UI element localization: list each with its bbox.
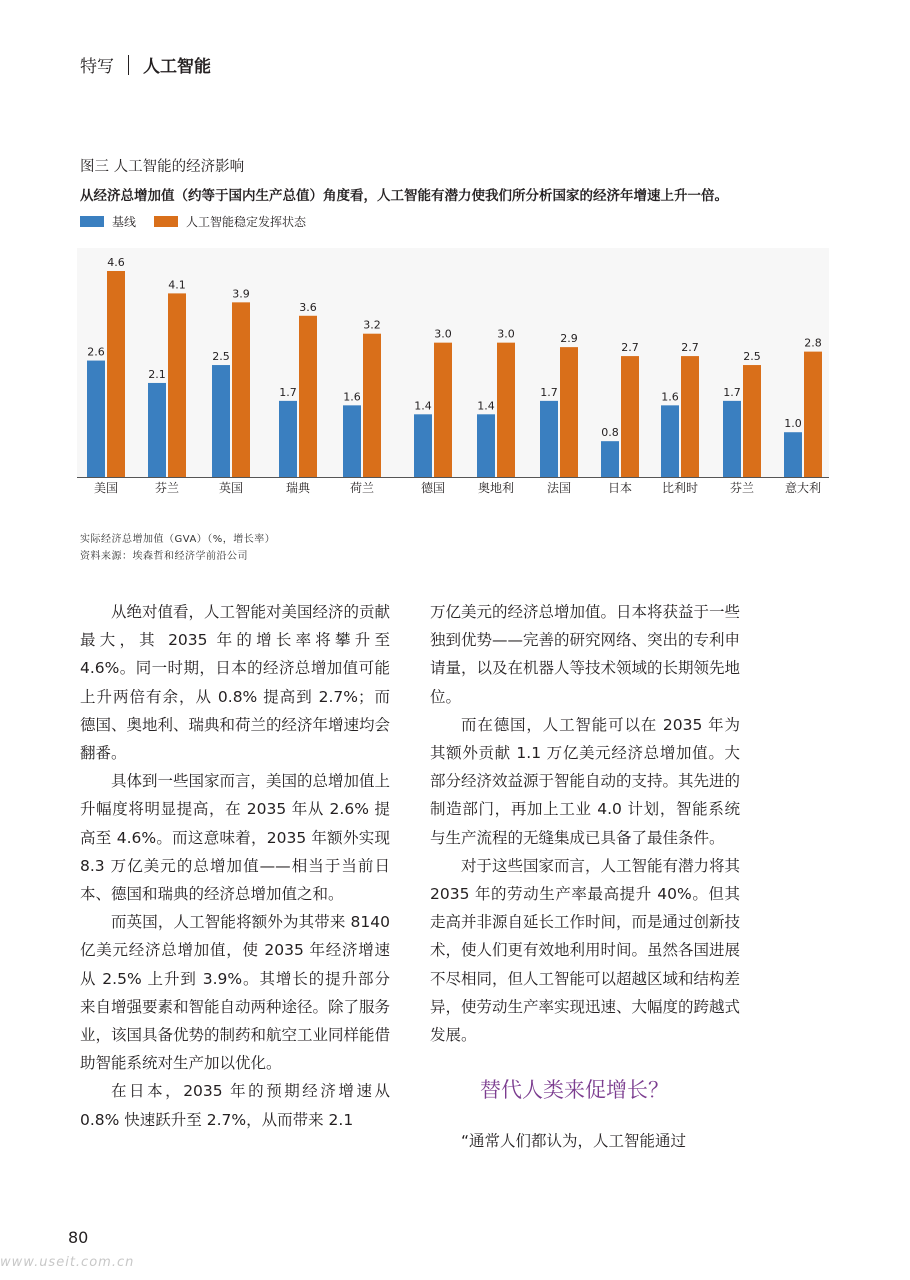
data-label: 2.8 [804, 336, 822, 350]
bar-baseline [212, 365, 230, 477]
category-label: 英国 [218, 481, 244, 495]
bar-baseline [784, 432, 802, 477]
bar-baseline [661, 405, 679, 477]
category-label: 美国 [93, 481, 119, 495]
data-label: 2.5 [212, 350, 230, 364]
category-label: 芬兰 [154, 481, 180, 495]
bar-ai [743, 365, 761, 477]
data-label: 1.4 [414, 399, 432, 413]
paragraph: 在日本，2035 年的预期经济增速从 0.8% 快速跃升至 2.7%，从而带来 2.1 [80, 1082, 390, 1129]
bar-ai [299, 316, 317, 477]
chart-note: 实际经济总增加值（GVA）（%，增长率） [80, 534, 276, 545]
chart-source: 资料来源：埃森哲和经济学前沿公司 [80, 551, 248, 562]
data-label: 2.7 [621, 341, 639, 355]
bar-ai [804, 352, 822, 477]
bar-ai [497, 343, 515, 477]
bar-ai [560, 347, 578, 477]
data-label: 1.6 [343, 390, 361, 404]
bar-ai [434, 343, 452, 477]
data-label: 2.6 [87, 345, 105, 359]
page-number: 80 [68, 1228, 89, 1247]
data-label: 1.7 [723, 385, 741, 399]
bar-ai [168, 293, 186, 477]
header-topic: 人工智能 [143, 57, 211, 77]
bar-baseline [148, 383, 166, 477]
bar-ai [363, 334, 381, 477]
category-label: 瑞典 [285, 481, 311, 495]
bar-chart [0, 0, 910, 500]
section-heading: 替代人类来促增长？ [480, 1078, 669, 1103]
figure-title: 图三 人工智能的经济影响 [80, 159, 245, 175]
data-label: 3.9 [232, 287, 250, 301]
paragraph: 具体到一些国家而言，美国的总增加值上升幅度将明显提高，在 2035 年从 2.6% 提高至 4.6%。而这意味着，2035 年额外实现 8.3 万亿美元的总增加值——相当于当前日本、德国和瑞典的经济总增加值之和。 [80, 772, 391, 904]
paragraph-continued: 万亿美元的经济总增加值。日本将获益于一些独到优势——完善的研究网络、突出的专利申请量，以及在机器人等技术领域的长期领先地位。 [430, 603, 741, 706]
legend-label-baseline: 基线 [112, 215, 137, 229]
article-column-right [430, 598, 740, 1155]
data-label: 2.5 [743, 350, 761, 364]
bar-baseline [477, 414, 495, 477]
data-label: 2.1 [148, 367, 166, 381]
bar-baseline [540, 401, 558, 477]
paragraph: 从绝对值看，人工智能对美国经济的贡献最大，其 2035 年的增长率将攀升至 4.6%。同一时期，日本的经济总增加值可能上升两倍有余，从 0.8% 提高到 2.7%；而德国、奥地利、瑞典和荷兰的经济年增速均会翻番。 [80, 603, 391, 763]
bar-baseline [414, 414, 432, 477]
data-label: 1.7 [279, 385, 297, 399]
data-label: 2.9 [560, 332, 578, 346]
data-label: 3.0 [497, 327, 515, 341]
bar-baseline [601, 441, 619, 477]
category-label: 日本 [607, 481, 633, 495]
bar-baseline [87, 361, 105, 477]
data-label: 0.8 [601, 426, 619, 440]
paragraph: “通常人们都认为，人工智能通过 [461, 1132, 687, 1151]
data-label: 3.2 [363, 318, 381, 332]
bar-ai [681, 356, 699, 477]
data-label: 3.6 [299, 300, 317, 314]
header-section: 特写 [80, 57, 114, 77]
bar-ai [232, 302, 250, 477]
category-label: 奥地利 [477, 481, 515, 495]
paragraph: 而英国，人工智能将额外为其带来 8140 亿美元经济总增加值，使 2035 年经济增速从 2.5% 上升到 3.9%。其增长的提升部分来自增强要素和智能自动两种途径。除了服务业，该国具备优势的制药和航空工业同样能借助智能系统对生产加以优化。 [80, 913, 391, 1073]
category-label: 法国 [546, 481, 572, 495]
data-label: 4.6 [107, 256, 125, 269]
data-label: 1.4 [477, 399, 495, 413]
category-label: 德国 [420, 481, 446, 495]
figure-subtitle: 从经济总增加值（约等于国内生产总值）角度看，人工智能有潜力使我们所分析国家的经济年增速上升一倍。 [80, 188, 728, 204]
legend-label-ai: 人工智能稳定发挥状态 [186, 215, 307, 229]
category-label: 芬兰 [729, 481, 755, 495]
bar-baseline [279, 401, 297, 477]
data-label: 1.7 [540, 385, 558, 399]
bar-ai [107, 271, 125, 477]
category-label: 荷兰 [349, 481, 375, 495]
plot-area [77, 248, 829, 477]
bar-baseline [723, 401, 741, 477]
data-label: 2.7 [681, 341, 699, 355]
watermark: www.useit.com.cn [0, 1255, 135, 1270]
data-label: 1.0 [784, 417, 802, 431]
paragraph: 而在德国，人工智能可以在 2035 年为其额外贡献 1.1 万亿美元经济总增加值。大部分经济效益源于智能自动的支持。其先进的制造部门，再加上工业 4.0 计划，智能系统与生产流程的无缝集成已具备了最佳条件。 [430, 715, 741, 847]
category-label: 意大利 [784, 481, 822, 495]
data-label: 4.1 [168, 278, 186, 292]
category-label: 比利时 [661, 481, 699, 495]
bar-baseline [343, 405, 361, 477]
data-label: 3.0 [434, 327, 452, 341]
paragraph: 对于这些国家而言，人工智能有潜力将其 2035 年的劳动生产率最高提升 40%。但其走高并非源自延长工作时间，而是通过创新技术，使人们更有效地利用时间。虽然各国进展不尽相同，但人工智能可以超越区域和结构差异，使劳动生产率实现迅速、大幅度的跨越式发展。 [430, 856, 741, 1045]
bar-ai [621, 356, 639, 477]
data-label: 1.6 [661, 390, 679, 404]
article-column-left [80, 598, 390, 1134]
